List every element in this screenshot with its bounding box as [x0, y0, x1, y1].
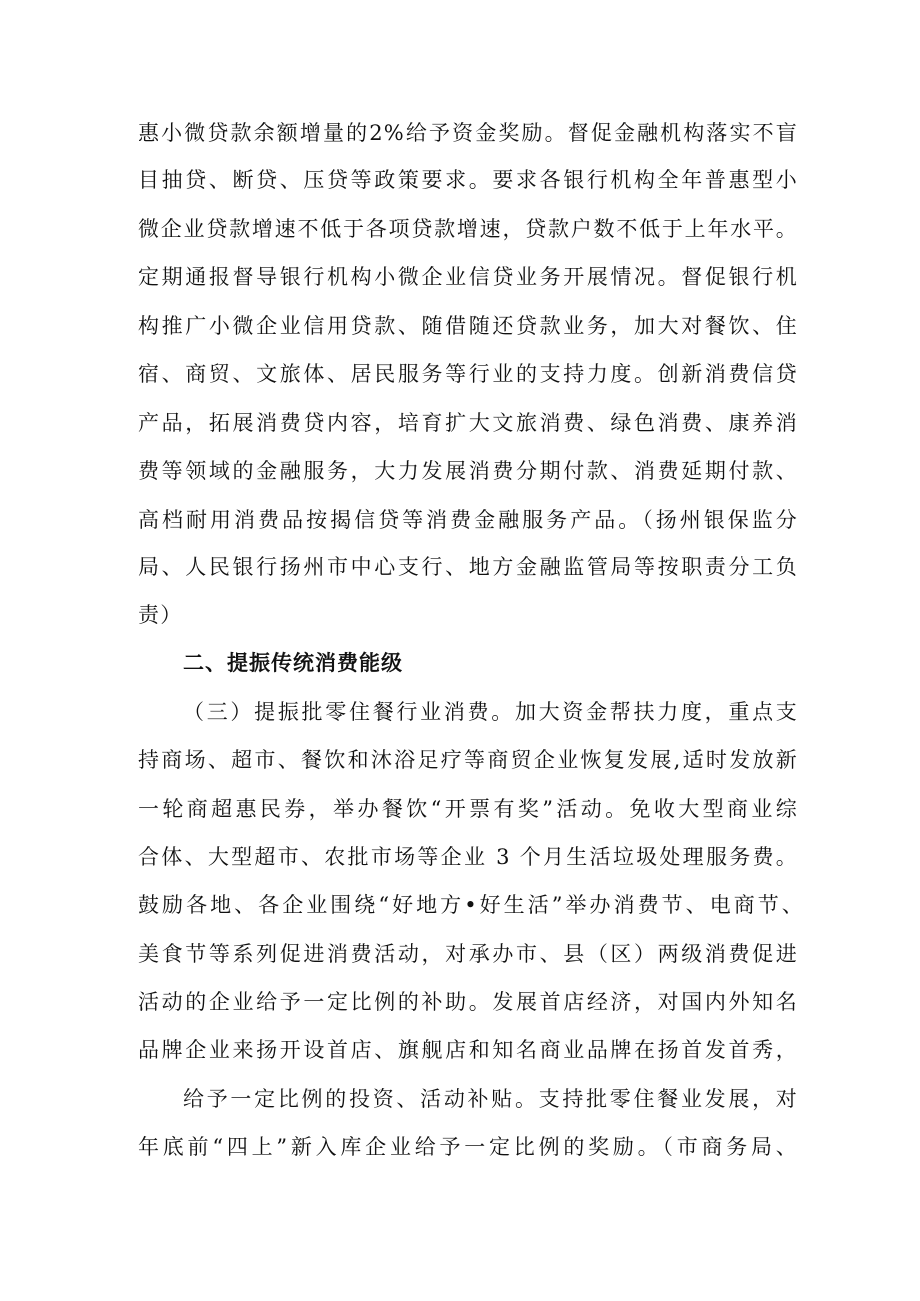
text-line: 合体、大型超市、农批市场等企业 3 个月生活垃圾处理服务费。	[138, 845, 798, 869]
section-heading: 二、提振传统消费能级	[183, 651, 403, 675]
text-line: 微企业贷款增速不低于各项贷款增速，贷款户数不低于上年水平。	[138, 217, 798, 241]
text-line: 产品，拓展消费贷内容，培育扩大文旅消费、绿色消费、康养消	[138, 411, 798, 435]
text-line: 费等领域的金融服务，大力发展消费分期付款、消费延期付款、	[138, 459, 798, 483]
text-line: 目抽贷、断贷、压贷等政策要求。要求各银行机构全年普惠型小	[138, 168, 798, 192]
text-line: 定期通报督导银行机构小微企业信贷业务开展情况。督促银行机	[138, 265, 798, 289]
text-line: 活动的企业给予一定比例的补助。发展首店经济，对国内外知名	[138, 990, 798, 1014]
text-line: （三）提振批零住餐行业消费。加大资金帮扶力度，重点支	[183, 700, 798, 724]
text-line: 持商场、超市、餐饮和沐浴足疗等商贸企业恢复发展,适时发放新	[138, 748, 798, 772]
text-line: 年底前“四上”新入库企业给予一定比例的奖励。（市商务局、	[138, 1135, 798, 1159]
text-line: 鼓励各地、各企业围绕“好地方•好生活”举办消费节、电商节、	[138, 893, 804, 917]
text-line: 给予一定比例的投资、活动补贴。支持批零住餐业发展，对	[183, 1087, 798, 1111]
text-line: 局、人民银行扬州市中心支行、地方金融监管局等按职责分工负	[138, 555, 798, 579]
text-line: 高档耐用消费品按揭信贷等消费金融服务产品。（扬州银保监分	[138, 508, 798, 532]
text-line: 美食节等系列促进消费活动，对承办市、县（区）两级消费促进	[138, 942, 798, 966]
text-line: 责）	[138, 603, 183, 627]
text-line: 一轮商超惠民券，举办餐饮“开票有奖”活动。免收大型商业综	[138, 797, 798, 821]
text-line: 惠小微贷款余额增量的2%给予资金奖励。督促金融机构落实不盲	[138, 121, 798, 145]
text-line: 宿、商贸、文旅体、居民服务等行业的支持力度。创新消费信贷	[138, 362, 798, 386]
text-line: 品牌企业来扬开设首店、旗舰店和知名商业品牌在扬首发首秀，	[138, 1038, 798, 1062]
text-line: 构推广小微企业信用贷款、随借随还贷款业务，加大对餐饮、住	[138, 314, 798, 338]
